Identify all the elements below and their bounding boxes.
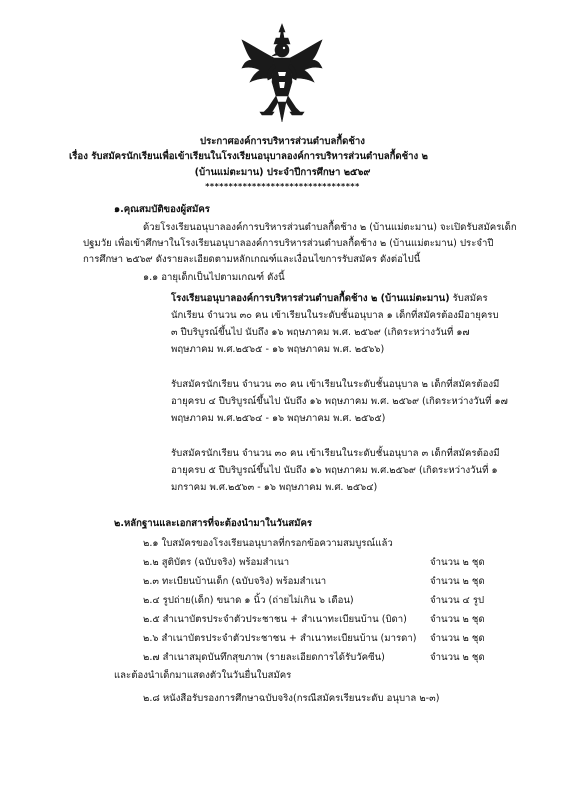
doc-item-2-3: ๒.๓ ทะเบียนบ้านเด็ก (ฉบับจริง) พร้อมสำเนา <box>143 576 327 587</box>
doc-item-2-5: ๒.๕ สำเนาบัตรประจำตัวประชาชน + สำเนาทะเบียนบ้าน (บิดา) <box>143 614 407 625</box>
block2-line2: อายุครบ ๔ ปีบริบูรณ์ขึ้นไป นับถึง ๑๖ พฤษภาคม พ.ศ. ๒๕๖๙ (เกิดระหว่างวันที่ ๑๗ <box>171 396 508 407</box>
stars-divider: ********************************* <box>205 182 360 191</box>
doc-item-2-7-qty: จำนวน ๒ ชุด <box>430 652 485 663</box>
block2-line3: พฤษภาคม พ.ศ.๒๕๖๔ - ๑๖ พฤษภาคม พ.ศ. ๒๕๖๕) <box>171 413 386 424</box>
section2-heading: ๒.หลักฐานและเอกสารที่จะต้องนำมาในวันสมัคร <box>114 518 313 529</box>
doc-item-2-5-qty: จำนวน ๒ ชุด <box>430 614 485 625</box>
block1-line2: นักเรียน จำนวน ๓๐ คน เข้าเรียนในระดับชั้นอนุบาล ๑ เด็กที่สมัครต้องมีอายุครบ <box>171 310 499 321</box>
school-name: โรงเรียนอนุบาลองค์การบริหารส่วนตำบลกื้ดช้าง ๒ (บ้านแม่ตะมาน) <box>171 293 450 304</box>
doc-note: และต้องนำเด็กมาแสดงตัวในวันยื่นใบสมัคร <box>114 670 292 681</box>
subject-line: เรื่อง รับสมัครนักเรียนเพื่อเข้าเรียนในโรงเรียนอนุบาลองค์การบริหารส่วนตำบลกื้ดช้าง ๒ <box>69 151 428 162</box>
subject-line-2: (บ้านแม่ตะมาน) ประจำปีการศึกษา ๒๕๖๙ <box>194 167 371 178</box>
doc-item-2-8: ๒.๘ หนังสือรับรองการศึกษาฉบับจริง(กรณีสมัครเรียนระดับ อนุบาล ๒-๓) <box>143 693 440 704</box>
doc-item-2-7: ๒.๗ สำเนาสมุดบันทึกสุขภาพ (รายละเอียดการได้รับวัคซีน) <box>143 652 385 663</box>
garuda-emblem-icon <box>238 22 326 124</box>
doc-item-2-4-qty: จำนวน ๔ รูป <box>430 595 485 606</box>
section1-intro-line1: ด้วยโรงเรียนอนุบาลองค์การบริหารส่วนตำบลกื้ดช้าง ๒ (บ้านแม่ตะมาน) จะเปิดรับสมัครเด็ก <box>143 222 517 233</box>
section1-1-heading: ๑.๑ อายุเด็กเป็นไปตามเกณฑ์ ดังนี้ <box>143 272 285 283</box>
block3-line2: อายุครบ ๕ ปีบริบูรณ์ขึ้นไป นับถึง ๑๖ พฤษภาคม พ.ศ.๒๕๖๙ (เกิดระหว่างวันที่ ๑ <box>171 465 498 476</box>
block1-line3: ๓ ปีบริบูรณ์ขึ้นไป นับถึง ๑๖ พฤษภาคม พ.ศ. ๒๕๖๙ (เกิดระหว่างวันที่ ๑๗ <box>171 327 470 338</box>
doc-item-2-2: ๒.๒ สูติบัตร (ฉบับจริง) พร้อมสำเนา <box>143 557 290 568</box>
doc-item-2-6: ๒.๖ สำเนาบัตรประจำตัวประชาชน + สำเนาทะเบียนบ้าน (มารดา) <box>143 633 417 644</box>
block2-line1: รับสมัครนักเรียน จำนวน ๓๐ คน เข้าเรียนในระดับชั้นอนุบาล ๒ เด็กที่สมัครต้องมี <box>171 379 500 390</box>
doc-item-2-1: ๒.๑ ใบสมัครของโรงเรียนอนุบาลที่กรอกข้อความสมบูรณ์แล้ว <box>143 538 393 549</box>
doc-item-2-6-qty: จำนวน ๒ ชุด <box>430 633 485 644</box>
block1-line1 <box>171 292 488 305</box>
doc-item-2-3-qty: จำนวน ๒ ชุด <box>430 576 485 587</box>
block3-line3: มกราคม พ.ศ.๒๕๖๓ - ๑๖ พฤษภาคม พ.ศ. ๒๕๖๔) <box>171 482 378 493</box>
section1-intro-line3: การศึกษา ๒๕๖๙ ดังรายละเอียดตามหลักเกณฑ์และเงื่อนไขการรับสมัคร ดังต่อไปนี้ <box>83 254 421 265</box>
section1-heading: ๑.คุณสมบัติของผู้สมัคร <box>114 204 210 215</box>
doc-item-2-4: ๒.๔ รูปถ่าย(เด็ก) ขนาด ๑ นิ้ว (ถ่ายไม่เกิน ๖ เดือน) <box>143 595 354 606</box>
block1-line1-rest: รับสมัคร <box>449 293 488 304</box>
block3-line1: รับสมัครนักเรียน จำนวน ๓๐ คน เข้าเรียนในระดับชั้นอนุบาล ๓ เด็กที่สมัครต้องมี <box>171 448 500 459</box>
doc-item-2-2-qty: จำนวน ๒ ชุด <box>430 557 485 568</box>
block1-line4: พฤษภาคม พ.ศ.๒๕๖๕ - ๑๖ พฤษภาคม พ.ศ. ๒๕๖๖) <box>171 344 385 355</box>
section1-intro-line2: ปฐมวัย เพื่อเข้าศึกษาในโรงเรียนอนุบาลองค์การบริหารส่วนตำบลกื้ดช้าง ๒ (บ้านแม่ตะมาน) ประจำปี <box>83 238 494 249</box>
announcement-title: ประกาศองค์การบริหารส่วนตำบลกื้ดช้าง <box>199 136 365 147</box>
